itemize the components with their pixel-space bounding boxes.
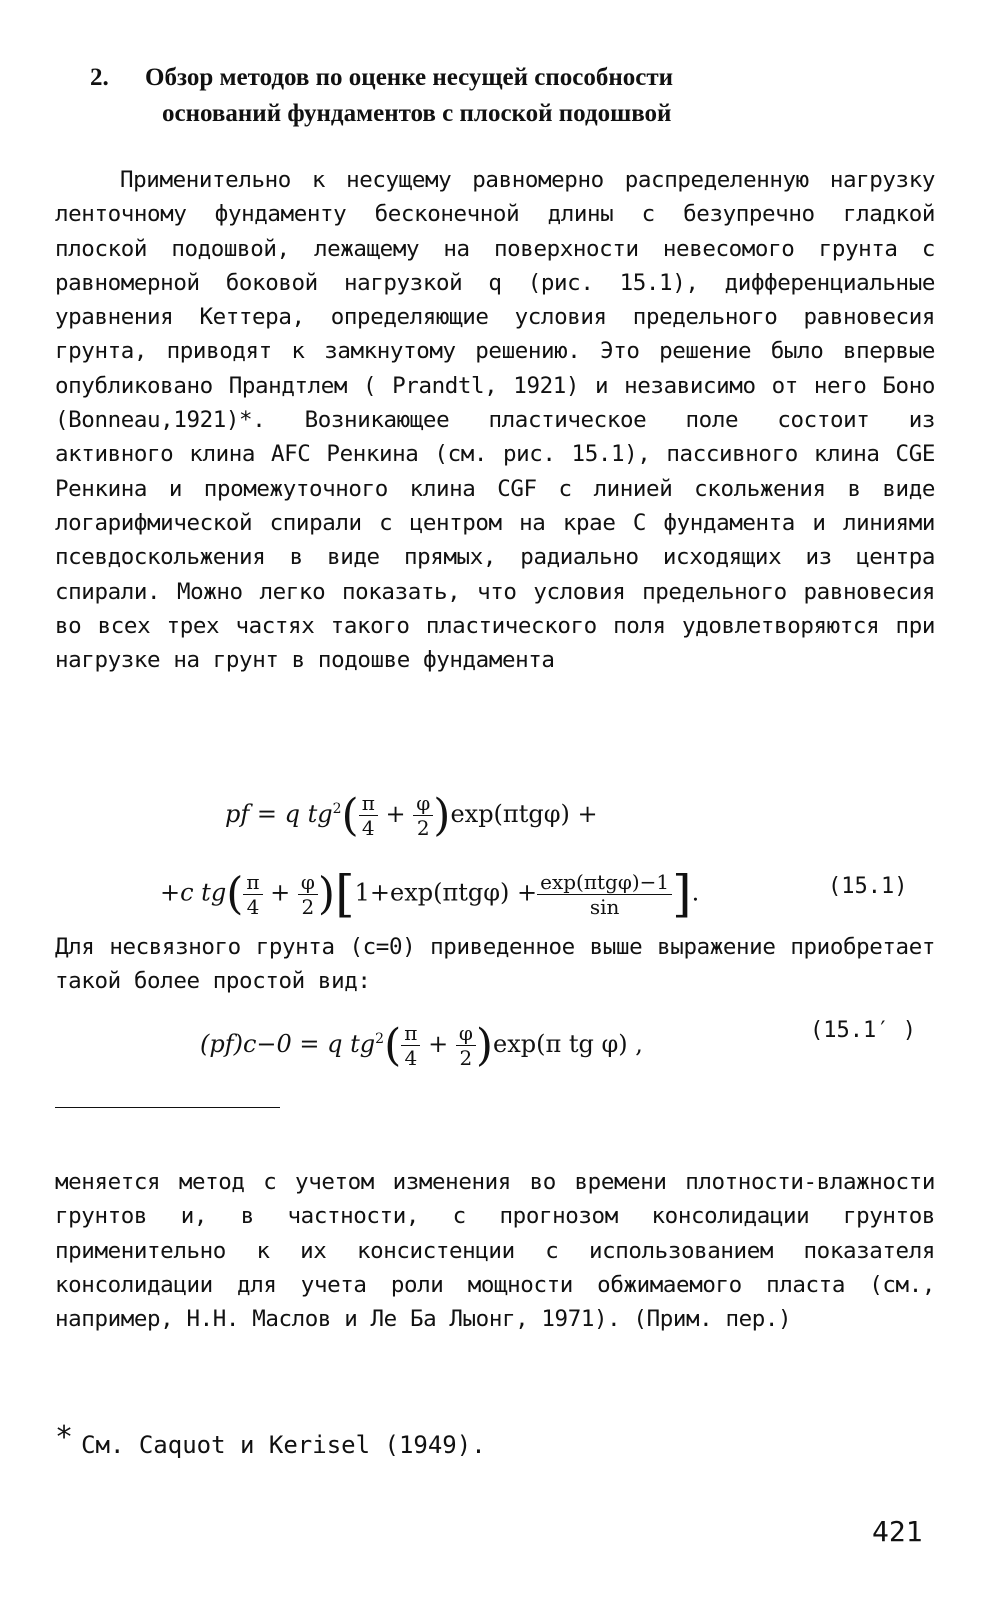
- bracket-inner: 1+exp(πtgφ) +: [354, 878, 538, 907]
- heading-line-1: Обзор методов по оценке несущей способности: [145, 64, 674, 91]
- formula-lhs-c0: (pf)c−0 = q tg: [200, 1030, 376, 1058]
- equation-number-15-1-prime: (15.1′ ): [810, 1018, 916, 1043]
- formula-lhs: pf = q tg: [225, 800, 333, 828]
- footnote-text: См. Caquot и Kerisel (1949).: [81, 1431, 486, 1459]
- footnote-translator: меняется метод с учетом изменения во времени плотности-влажности грунтов и, в частности, с прогнозом консолидации грунтов применительно к их консистенции с использованием показателя консолидации для учета роли мощности обжимаемого пласта (см., например, Н.Н. Маслов и Ле Ба Лыонг, 1971). (Прим. пер.): [55, 1169, 935, 1333]
- formula-15-1-line-2: +c tg( $\frac{\pi}{4}$ + $\frac{\varphi}{2}$ )[1+exp(πtgφ) + $\frac{\text{exp(πtgφ)−1}}{\sin}$ ].: [160, 865, 700, 923]
- footnote-mark: *: [55, 1420, 74, 1455]
- formula-15-1-prime: (pf)c−0 = q $tg^2$( $\frac{\pi}{4}$ + $\frac{\varphi}{2}$ )exp(π tg φ) ,: [200, 1020, 643, 1071]
- section-number: 2.: [90, 64, 109, 91]
- section-heading: [90, 60, 930, 132]
- equation-number-15-1: (15.1): [828, 874, 908, 899]
- fraction-pi-4: $\frac{\pi}{4}$: [359, 791, 378, 840]
- page-number: 421: [872, 1515, 923, 1548]
- fraction-phi-2: $\frac{\varphi}{2}$: [413, 791, 433, 840]
- fraction-exp-sin: $\frac{\text{exp(πtgφ)−1}}{\sin}$: [537, 870, 672, 919]
- paragraph-cohesionless: Для несвязного грунта (c=0) приведенное выше выражение приобретает такой более простой вид:: [55, 934, 935, 995]
- formula-15-1-line-1: pf = q $tg^2$( $\frac{\pi}{4}$ + $\frac{\varphi}{2}$ )exp(πtgφ) +: [225, 790, 598, 841]
- formula-exp-term-c0: exp(π tg φ) ,: [493, 1030, 643, 1058]
- formula-cohesion-term: +c tg: [160, 878, 227, 907]
- footnote-caquot: [55, 1420, 486, 1459]
- paragraph-prandtl: Применительно к несущему равномерно распределенную нагрузку ленточному фундаменту бесконечной длины с безупречно гладкой плоской подошвой, лежащему на поверхности невесомого грунта с равномерной боковой нагрузкой q (рис. 15.1), дифференциальные уравнения Кеттера, определяющие условия предельного равновесия грунта, приводят к замкнутому решению. Это решение было впервые опубликовано Прандтлем ( Prandtl, 1921) и независимо от него Боно (Bonneau,1921)*. Возникающее пластическое поле состоит из активного клина AFC Ренкина (см. рис. 15.1), пассивного клина CGE Ренкина и промежуточного клина CGF с линией скольжения в виде логарифмической спирали с центром на крае С фундамента и линиями псевдоскольжения в виде прямых, радиально исходящих из центра спирали. Можно легко показать, что условия предельного равновесия во всех трех частях такого пластического поля удовлетворяются при нагрузке на грунт в подошве фундамента: [55, 167, 935, 674]
- heading-line-2: оснований фундаментов с плоской подошвой: [162, 100, 672, 127]
- formula-exp-term: exp(πtgφ) +: [450, 800, 598, 828]
- footnote-divider: [55, 1107, 280, 1108]
